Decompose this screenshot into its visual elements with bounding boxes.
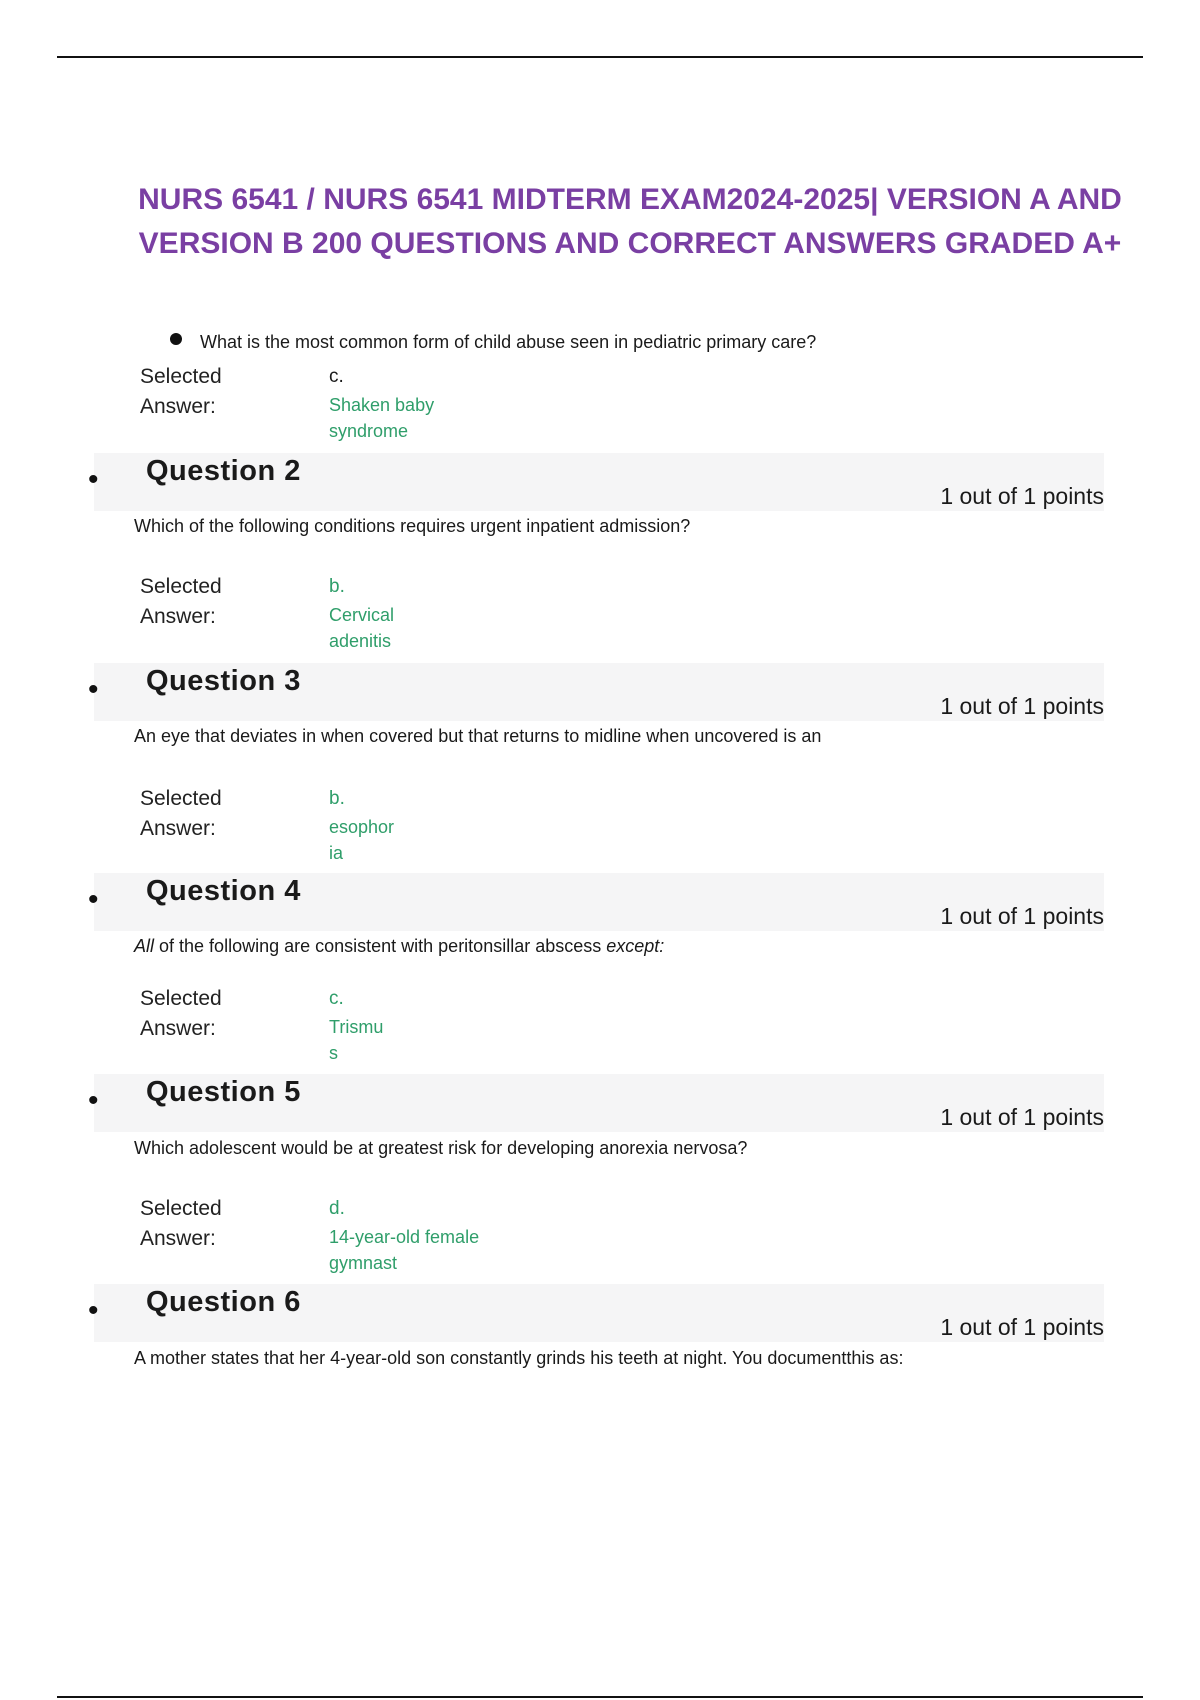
selected-answer-block <box>140 362 740 442</box>
question-header <box>88 873 1104 931</box>
answer-letter: d. <box>329 1198 345 1219</box>
question-points: 1 out of 1 points <box>940 1314 1104 1340</box>
question-points: 1 out of 1 points <box>940 1104 1104 1130</box>
bullet-icon: • <box>88 883 99 916</box>
question-text: Which adolescent would be at greatest risk for developing anorexia nervosa? <box>134 1138 748 1158</box>
question-title: Question 2 <box>146 455 301 487</box>
document-title: NURS 6541 / NURS 6541 MIDTERM EXAM2024-2025| VERSION A AND VERSION B 200 QUESTIONS AND CORRECT ANSWERS GRADED A+ <box>138 183 1122 260</box>
selected-answer-label: Selected Answer: <box>140 787 222 840</box>
answer-letter: c. <box>329 988 344 1009</box>
question-points: 1 out of 1 points <box>940 693 1104 719</box>
question-header <box>88 1074 1104 1132</box>
bullet-icon: • <box>88 1084 99 1117</box>
selected-answer-label: Selected Answer: <box>140 987 222 1040</box>
bottom-rule <box>57 1696 1143 1698</box>
question-title: Question 5 <box>146 1076 301 1108</box>
selected-answer-block <box>140 572 740 652</box>
question-title: Question 3 <box>146 665 301 697</box>
selected-answer-label: Selected Answer: <box>140 365 222 418</box>
answer-text: Shaken baby syndrome <box>329 395 435 441</box>
answer-text: 14-year-old female gymnast <box>329 1227 480 1273</box>
question-points: 1 out of 1 points <box>940 903 1104 929</box>
intro-question <box>170 332 816 353</box>
answer-text: Cervical adenitis <box>329 605 395 651</box>
selected-answer-label: Selected Answer: <box>140 1197 222 1250</box>
selected-answer-block <box>140 984 740 1064</box>
bullet-icon: • <box>88 1294 99 1327</box>
question-text: An eye that deviates in when covered but that returns to midline when uncovered is an <box>134 726 822 746</box>
question-title: Question 6 <box>146 1286 301 1318</box>
question-header <box>88 1284 1104 1342</box>
question-header <box>88 453 1104 511</box>
top-rule <box>57 56 1143 58</box>
question-text: Which of the following conditions requires urgent inpatient admission? <box>134 516 691 536</box>
bullet-icon: • <box>88 463 99 496</box>
answer-letter: b. <box>329 788 345 809</box>
question-header <box>88 663 1104 721</box>
selected-answer-block <box>140 1194 740 1274</box>
selected-answer-block <box>140 784 740 864</box>
answer-letter: b. <box>329 576 345 597</box>
bullet-icon <box>170 333 182 345</box>
intro-question-text: What is the most common form of child abuse seen in pediatric primary care? <box>200 332 817 352</box>
selected-answer-label: Selected Answer: <box>140 575 222 628</box>
answer-text: Trismu s <box>329 1017 384 1063</box>
question-points: 1 out of 1 points <box>940 483 1104 509</box>
answer-letter: c. <box>329 366 344 387</box>
bullet-icon: • <box>88 673 99 706</box>
question-title: Question 4 <box>146 875 301 907</box>
question-text: A mother states that her 4-year-old son constantly grinds his teeth at night. You documentthis as: <box>134 1348 904 1368</box>
question-text: All of the following are consistent with peritonsillar abscess except: <box>134 936 665 956</box>
answer-text: esophor ia <box>329 817 395 863</box>
